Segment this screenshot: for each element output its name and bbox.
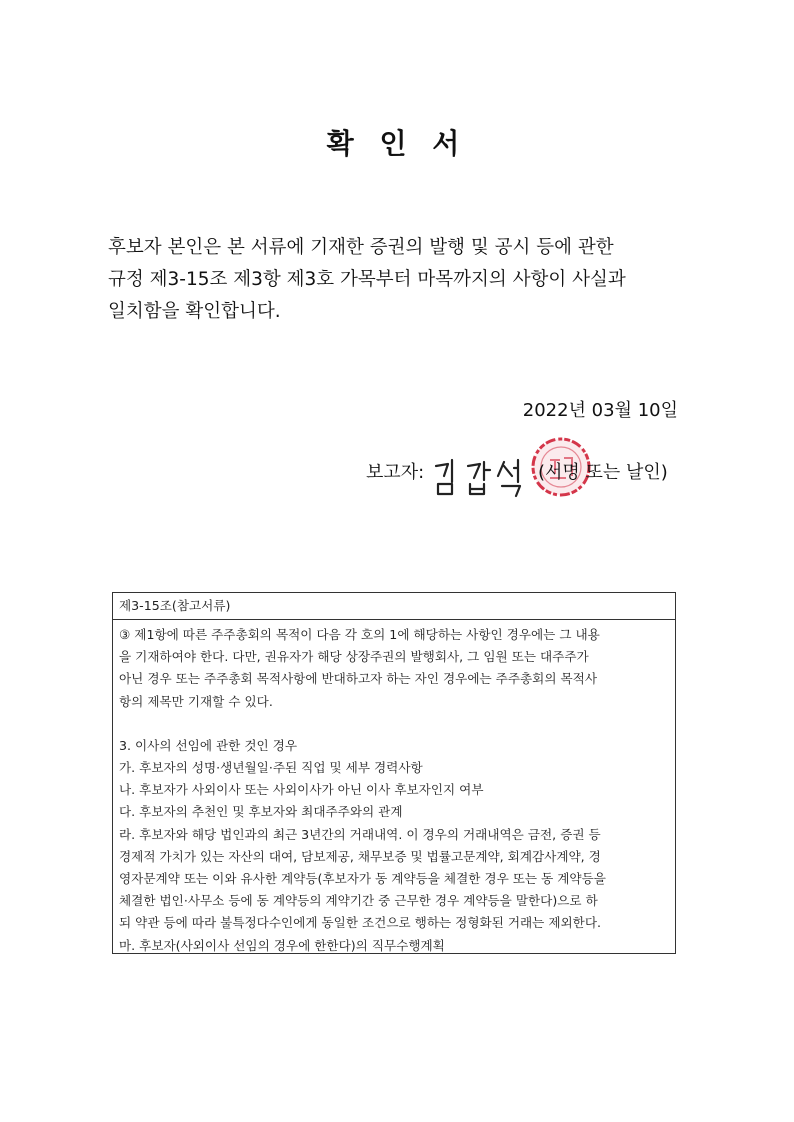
reference-item: 마. 후보자(사외이사 선임의 경우에 한한다)의 직무수행계획 <box>119 937 445 953</box>
reference-item: 나. 후보자가 사외이사 또는 사외이사가 아닌 이사 후보자인지 여부 <box>119 782 484 798</box>
reference-item: 가. 후보자의 성명·생년월일·주된 직업 및 세부 경력사항 <box>119 760 423 776</box>
sign-method-label: (서명 또는 날인) <box>538 462 668 483</box>
reference-line: ③ 제1항에 따른 주주총회의 목적이 다음 각 호의 1에 해당하는 사항인 경우에는 그 내용 <box>119 627 600 642</box>
reference-item: 라. 후보자와 해당 법인과의 최근 3년간의 거래내역. 이 경우의 거래내역은 금전, 증권 등 <box>119 826 601 842</box>
reference-item: 3. 이사의 선임에 관한 것인 경우 <box>119 737 298 753</box>
reference-box <box>112 592 676 954</box>
reference-body <box>113 620 675 957</box>
signer-label: 보고자: <box>366 462 425 483</box>
statement-line: 일치함을 확인합니다. <box>108 301 281 322</box>
reference-line: 항의 제목만 기재할 수 있다. <box>119 693 273 709</box>
reference-header: 제3-15조(참고서류) <box>113 593 675 620</box>
reference-item: 되 약관 등에 따라 불특정다수인에게 동일한 조건으로 행하는 정형화된 거래는 제외한다. <box>119 915 601 931</box>
signer-row <box>366 456 696 496</box>
reference-item: 경제적 가치가 있는 자산의 대여, 담보제공, 채무보증 및 법률고문계약, 회계감사계약, 경 <box>119 848 601 864</box>
document-date: 2022년 03월 10일 <box>522 400 678 421</box>
page-title: 확 인 서 <box>326 127 468 160</box>
reference-item: 다. 후보자의 추천인 및 후보자와 최대주주와의 관계 <box>119 804 403 820</box>
spacer <box>119 713 669 735</box>
confirmation-statement <box>108 232 688 328</box>
reference-line: 을 기재하여야 한다. 다만, 권유자가 해당 상장주권의 발행회사, 그 임원 또는 대주주가 <box>119 649 589 665</box>
reference-item: 체결한 법인·사무소 등에 동 계약등의 계약기간 중 근무한 경우 계약등을 말한다)으로 하 <box>119 893 598 909</box>
statement-line: 후보자 본인은 본 서류에 기재한 증권의 발행 및 공시 등에 관한 <box>108 237 614 258</box>
reference-line: 아닌 경우 또는 주주총회 목적사항에 반대하고자 하는 자인 경우에는 주주총회의 목적사 <box>119 671 597 687</box>
reference-item: 영자문계약 또는 이와 유사한 계약등(후보자가 동 계약등을 체결한 경우 또는 동 계약등을 <box>119 871 606 887</box>
statement-line: 규정 제3-15조 제3항 제3호 가목부터 마목까지의 사항이 사실과 <box>108 269 626 290</box>
